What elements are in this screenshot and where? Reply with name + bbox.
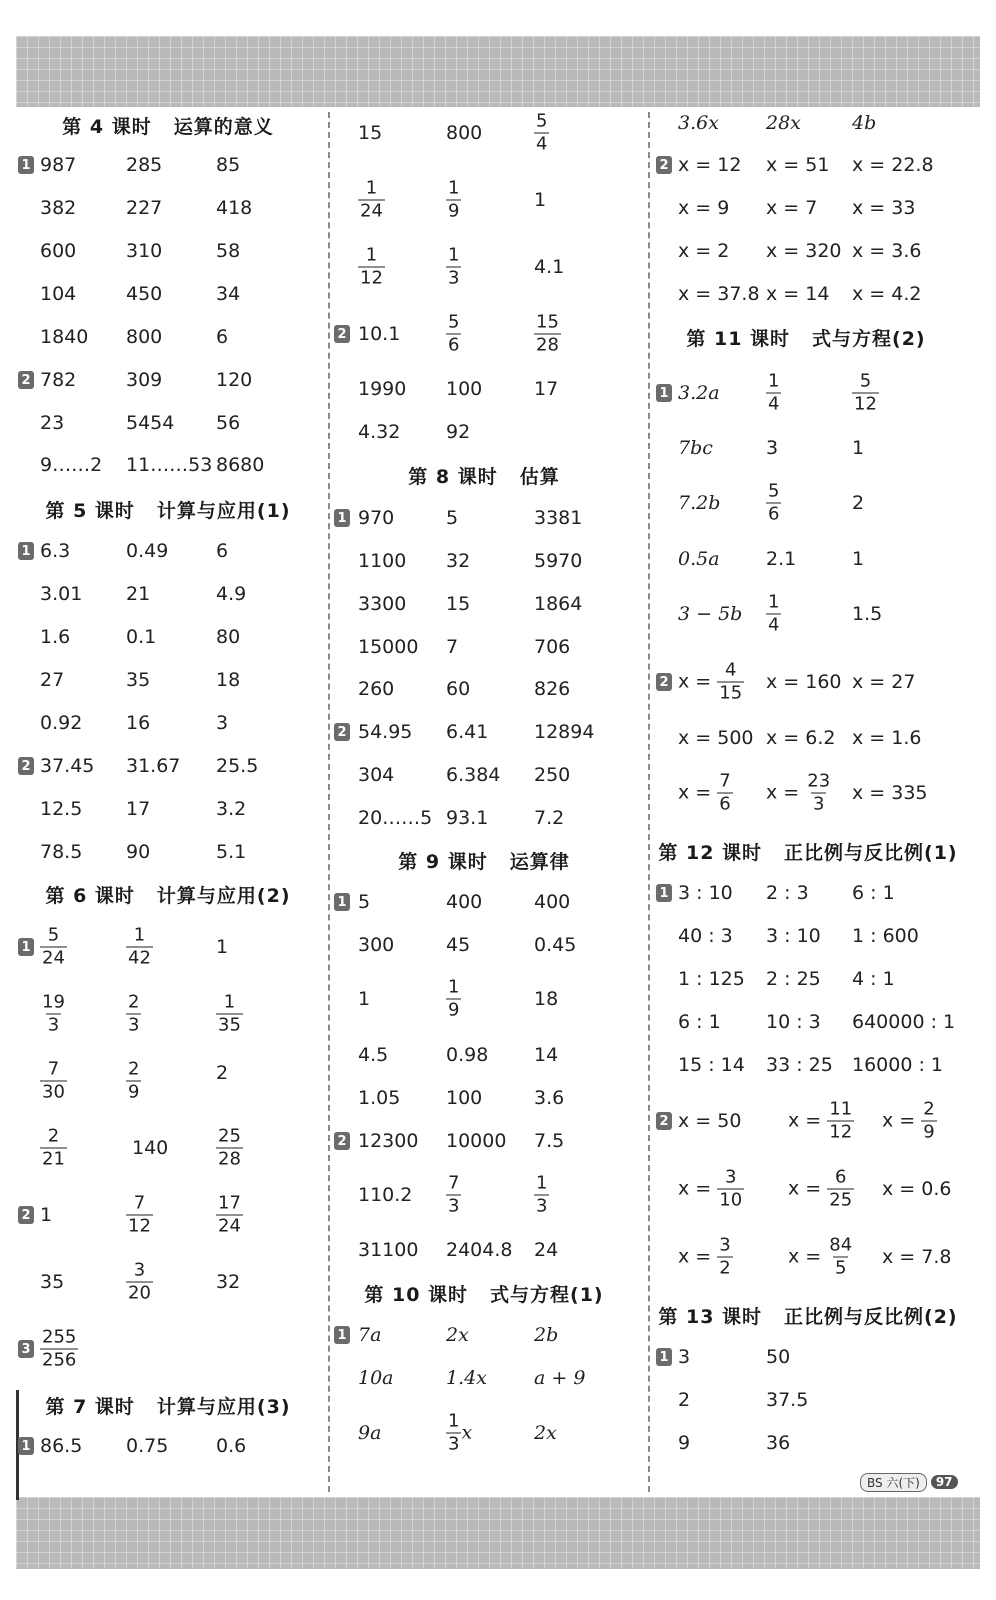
answer-row: 2 37.45 31.67 25.5 (18, 751, 318, 781)
question-badge: 1 (656, 384, 672, 402)
fraction: $\frac{1}{24}$ (360, 177, 383, 222)
answer-row: 1 970 5 3381 (334, 503, 634, 533)
answer-row: 2 37.5 (678, 1389, 809, 1411)
bottom-footer-band (16, 1497, 980, 1569)
answer-row: 1 987 285 85 (18, 150, 318, 180)
fraction: $\frac{255}{256}$ (42, 1326, 77, 1371)
question-badge: 1 (18, 1437, 34, 1455)
fraction: $\frac{7}{3}$ (448, 1172, 460, 1217)
answer-row: 1 3 : 10 2 : 3 6 : 1 (656, 878, 972, 908)
answer-row: 104 450 34 (40, 283, 241, 305)
answer-row: 1 86.5 0.75 0.6 (18, 1431, 318, 1461)
question-badge: 2 (656, 1112, 672, 1130)
answer-row: 9……2 11……53 8680 (40, 454, 265, 476)
fraction: $\frac{11}{12}$ (829, 1098, 853, 1143)
fraction: $\frac{1}{3}$ (448, 1410, 460, 1455)
fraction: $\frac{1}{35}$ (218, 991, 241, 1036)
answer-row: 1 6.3 0.49 6 (18, 536, 318, 566)
answer-row: 110.2 $\frac{7}{3}$ $\frac{1}{3}$ (358, 1172, 548, 1217)
answer-row: $\frac{1}{24}$ $\frac{1}{9}$ 1 (360, 177, 547, 222)
edition-tag: BS 六(下) (860, 1473, 927, 1492)
answer-row: 600 310 58 (40, 240, 241, 262)
answer-row: 2 x = $\frac{4}{15}$ x = 160 x = 27 (656, 659, 972, 705)
answer-column-1 (18, 108, 324, 1496)
answer-row (18, 1326, 318, 1372)
question-badge: 1 (334, 1326, 350, 1344)
question-badge: 2 (334, 723, 350, 741)
answer-row: 27 35 18 (40, 669, 241, 691)
fraction: $\frac{7}{6}$ (719, 770, 731, 815)
fraction: $\frac{3}{10}$ (719, 1166, 743, 1211)
answer-row: 3.01 21 4.9 (40, 583, 247, 605)
fraction: $\frac{5}{4}$ (536, 110, 548, 155)
question-badge: 2 (656, 673, 672, 691)
answer-row: x = $\frac{3}{10}$ x = $\frac{6}{25}$ x = 0.6 (678, 1166, 952, 1211)
lesson-13-heading: 第 13 课时 正比例与反比例(2) (658, 1305, 958, 1328)
lesson-10-heading: 第 10 课时 式与方程(1) (364, 1283, 604, 1306)
fraction: $\frac{1}{4}$ (768, 370, 780, 415)
fraction: $\frac{5}{12}$ (854, 370, 877, 415)
answer-row: 31100 2404.8 24 (358, 1239, 559, 1261)
lesson-6-heading: 第 6 课时 计算与应用(2) (45, 884, 291, 907)
fraction: $\frac{5}{6}$ (448, 311, 460, 356)
question-badge: 1 (656, 884, 672, 902)
fraction: $\frac{7}{12}$ (128, 1192, 151, 1237)
answer-row: 2 x = 12 x = 51 x = 22.8 (656, 150, 972, 180)
fraction: $\frac{15}{28}$ (536, 311, 559, 356)
page-footer-label (860, 1472, 972, 1492)
answer-row: 0.5a 2.1 1 (678, 548, 865, 570)
answer-row: 2 54.95 6.41 12894 (334, 717, 634, 747)
fraction: $\frac{2}{3}$ (128, 991, 140, 1036)
answer-row: x = 500 x = 6.2 x = 1.6 (678, 727, 922, 749)
answer-row: 1.05 100 3.6 (358, 1087, 565, 1109)
answer-row: 1 : 125 2 : 25 4 : 1 (678, 968, 895, 990)
lesson-9-heading: 第 9 课时 运算律 (398, 850, 570, 873)
question-badge: 2 (334, 1132, 350, 1150)
answer-row: 15 : 14 33 : 25 16000 : 1 (678, 1054, 944, 1076)
question-badge: 2 (334, 325, 350, 343)
answer-row: 1 $\frac{5}{24}$ $\frac{1}{42}$ 1 (18, 924, 318, 970)
answer-row: x = $\frac{7}{6}$ x = $\frac{23}{3}$ x = 335 (678, 770, 928, 815)
answer-row: 304 6.384 250 (358, 764, 571, 786)
fraction: $\frac{1}{12}$ (360, 244, 383, 289)
answer-row: 1 3 50 (656, 1342, 972, 1372)
column-divider (648, 112, 650, 1492)
lesson-12-heading: 第 12 课时 正比例与反比例(1) (658, 841, 958, 864)
answer-row: $\frac{2}{21}$ 140 $\frac{25}{28}$ (42, 1125, 241, 1170)
fraction: $\frac{1}{3}$ (536, 1172, 548, 1217)
answer-row: 9 36 (678, 1432, 791, 1454)
answer-row: 2 12300 10000 7.5 (334, 1126, 634, 1156)
question-badge: 2 (18, 371, 34, 389)
answer-row: 1840 800 6 (40, 326, 229, 348)
fraction: $\frac{1}{4}$ (768, 591, 780, 636)
lesson-4-heading: 第 4 课时 运算的意义 (62, 115, 274, 138)
answer-row: 3300 15 1864 (358, 593, 583, 615)
answer-row: 1 5 400 400 (334, 887, 634, 917)
answer-row: x = 2 x = 320 x = 3.6 (678, 240, 922, 262)
question-badge: 1 (656, 1348, 672, 1366)
fraction: $\frac{3}{20}$ (128, 1259, 151, 1304)
answer-row: 78.5 90 5.1 (40, 841, 247, 863)
answer-row: 7bc 3 1 (678, 437, 865, 459)
lesson-5-heading: 第 5 课时 计算与应用(1) (45, 499, 291, 522)
answer-row: 1 $\frac{1}{9}$ 18 (358, 976, 559, 1021)
answer-row: 2 1 $\frac{7}{12}$ $\frac{17}{24}$ (18, 1192, 318, 1238)
answer-row: 7.2b $\frac{5}{6}$ 2 (678, 480, 865, 525)
fraction: $\frac{1}{42}$ (128, 924, 151, 969)
fraction: $\frac{4}{15}$ (719, 659, 743, 704)
fraction: $\frac{23}{3}$ (807, 770, 831, 815)
fraction: $\frac{25}{28}$ (218, 1125, 241, 1170)
fraction: $\frac{19}{3}$ (42, 991, 65, 1036)
fraction: $\frac{1}{9}$ (448, 976, 460, 1021)
answer-row: 1 7a 2x 2b (334, 1320, 634, 1350)
answer-row: 300 45 0.45 (358, 934, 577, 956)
question-badge: 1 (334, 509, 350, 527)
question-badge: 1 (18, 938, 34, 956)
fraction: $\frac{1}{9}$ (448, 177, 460, 222)
answer-row: 3 − 5b $\frac{1}{4}$ 1.5 (678, 591, 883, 636)
answer-row (18, 991, 318, 1037)
answer-row: x = 37.8 x = 14 x = 4.2 (678, 283, 922, 305)
lesson-8-heading: 第 8 课时 估算 (408, 465, 560, 488)
answer-column-2 (334, 108, 644, 1496)
fraction: $\frac{2}{9}$ (128, 1058, 140, 1103)
answer-row: 3.6x 28x 4b (678, 112, 877, 134)
answer-row: 4.32 92 (358, 421, 471, 443)
answer-row: 0.92 16 3 (40, 712, 229, 734)
fraction: $\frac{5}{6}$ (768, 480, 780, 525)
answer-row: 15000 7 706 (358, 636, 571, 658)
answer-row: $\frac{7}{30}$ $\frac{2}{9}$ 2 (42, 1058, 229, 1103)
answer-row: 2 x = 50 x = $\frac{11}{12}$ x = $\frac{2}{9}$ (656, 1098, 972, 1144)
question-badge: 2 (18, 1206, 34, 1224)
lesson-7-heading: 第 7 课时 计算与应用(3) (45, 1395, 291, 1418)
answer-row: 23 5454 56 (40, 412, 241, 434)
fraction: $\frac{5}{24}$ (42, 924, 65, 969)
question-badge: 2 (18, 757, 34, 775)
answer-row: 4.5 0.98 14 (358, 1044, 559, 1066)
question-badge: 2 (656, 156, 672, 174)
fraction: $\frac{1}{3}$ (448, 244, 460, 289)
lesson-11-heading: 第 11 课时 式与方程(2) (686, 327, 926, 350)
answer-row: 260 60 826 (358, 678, 571, 700)
answer-row: 40 : 3 3 : 10 1 : 600 (678, 925, 919, 947)
answer-row: 2 782 309 120 (18, 365, 318, 395)
fraction: $\frac{7}{30}$ (42, 1058, 65, 1103)
answer-row: 9a $\frac{1}{3}$ x 2x (358, 1410, 557, 1455)
answer-row: 1.6 0.1 80 (40, 626, 241, 648)
answer-row: x = 9 x = 7 x = 33 (678, 197, 916, 219)
answer-row: 1 3.2a $\frac{1}{4}$ $\frac{5}{12}$ (656, 370, 972, 416)
question-badge: 1 (18, 156, 34, 174)
answer-row: 1100 32 5970 (358, 550, 583, 572)
question-badge: 3 (18, 1340, 34, 1358)
fraction: $\frac{6}{25}$ (829, 1166, 853, 1211)
answer-row: 15 800 $\frac{5}{4}$ (358, 110, 548, 155)
answer-row: 1990 100 17 (358, 378, 559, 400)
answer-row: $\frac{1}{12}$ $\frac{1}{3}$ 4.1 (360, 244, 565, 289)
question-badge: 1 (334, 893, 350, 911)
question-badge: 1 (18, 542, 34, 560)
top-header-band (16, 36, 980, 107)
answer-row: 20……5 93.1 7.2 (358, 807, 565, 829)
answer-row: 2 10.1 $\frac{5}{6}$ $\frac{15}{28}$ (334, 311, 634, 357)
fraction: $\frac{84}{5}$ (829, 1234, 853, 1279)
answer-row: 12.5 17 3.2 (40, 798, 247, 820)
fraction: $\frac{2}{21}$ (42, 1125, 65, 1170)
answer-row: 35 $\frac{3}{20}$ 32 (40, 1259, 241, 1304)
answer-row: 382 227 418 (40, 197, 253, 219)
answer-row: 6 : 1 10 : 3 640000 : 1 (678, 1011, 956, 1033)
answer-column-3 (656, 108, 976, 1496)
page-number: 97 (931, 1475, 958, 1489)
fraction: $\frac{3}{2}$ (719, 1234, 731, 1279)
answer-row: x = $\frac{3}{2}$ x = $\frac{84}{5}$ x = 7.8 (678, 1234, 952, 1279)
fraction: $\frac{2}{9}$ (923, 1098, 935, 1143)
fraction: $\frac{17}{24}$ (218, 1192, 241, 1237)
column-divider (328, 112, 330, 1492)
answer-row: 10a 1.4x a + 9 (358, 1367, 586, 1389)
